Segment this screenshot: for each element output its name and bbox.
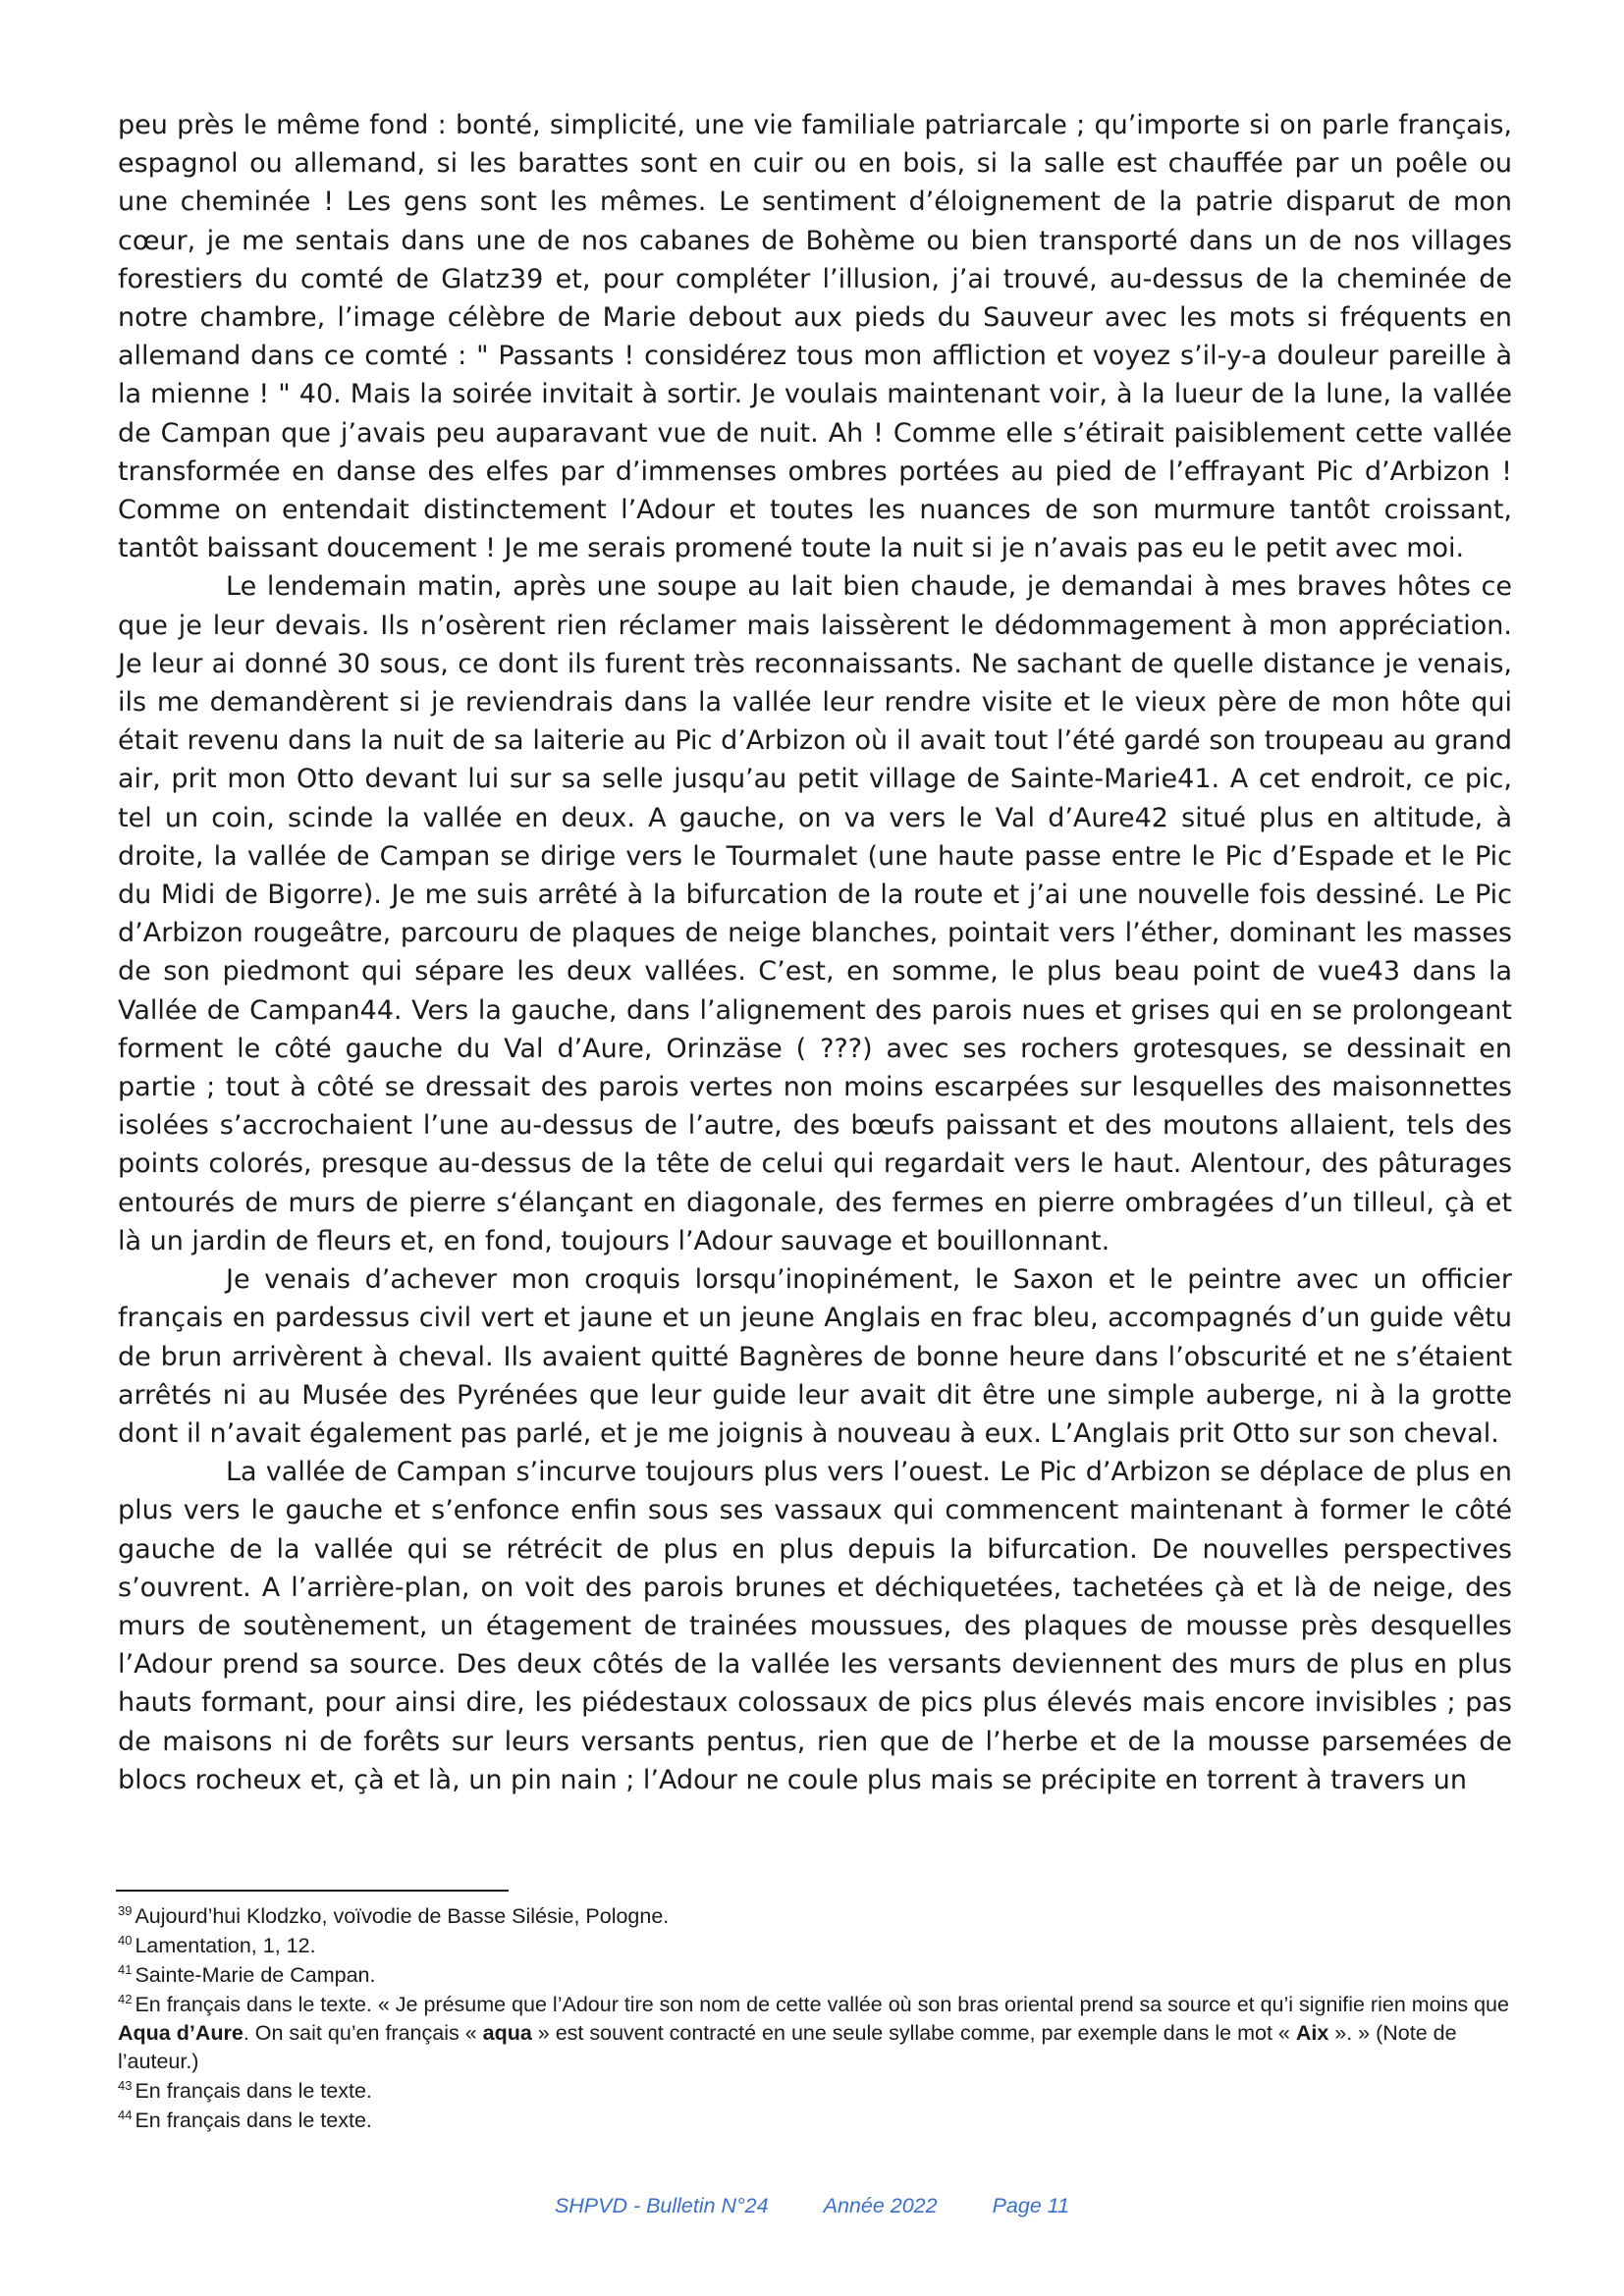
footnote-bold-term: aqua — [482, 2021, 532, 2045]
page-footer — [0, 2194, 1624, 2218]
footnote-number: 42 — [118, 1992, 133, 2006]
footer-year: Année 2022 — [823, 2194, 938, 2217]
paragraph-4: La vallée de Campan s’incurve toujours plus vers l’ouest. Le Pic d’Arbizon se déplace de plus en plus vers le gauche et s’enfonce enfin sous ses vassaux qui commencent maintenant à former le côté gauche de la vallée qui se rétrécit de plus en plus depuis la bifurcation. De nouvelles perspectives s’ouvrent. A l’arrière-plan, on voit des parois brunes et déchiquetées, tachetées çà et là de neige, des murs de soutènement, un étagement de trainées moussues, des plaques de mousse près desquelles l’Adour prend sa source. Des deux côtés de la vallée les versants deviennent des murs de plus en plus hauts formant, pour ainsi dire, les piédestaux colossaux de pics plus élevés mais encore invisibles ; pas de maisons ni de forêts sur leurs versants pentus, rien que de l’herbe et de la mousse parsemées de blocs rocheux et, çà et là, un pin nain ; l’Adour ne coule plus mais se précipite en torrent à travers un — [118, 1457, 1512, 1795]
footnote-text: . On sait qu’en français « — [243, 2021, 483, 2045]
footnote-text: Sainte-Marie de Campan. — [135, 1963, 376, 1987]
footer-bulletin: SHPVD - Bulletin N°24 — [554, 2194, 769, 2217]
footnote-number: 43 — [118, 2078, 133, 2093]
footnote-text: ». » (Note de l’auteur.) — [118, 2021, 1457, 2073]
footnote-text: » est souvent contracté en une seule syllabe comme, par exemple dans le mot « — [531, 2021, 1296, 2045]
footnote-text: En français dans le texte. — [135, 2079, 372, 2103]
footnote-text: Aujourd’hui Klodzko, voïvodie de Basse Silésie, Pologne. — [135, 1904, 670, 1928]
footnote-number: 44 — [118, 2108, 133, 2122]
footnotes — [118, 1902, 1512, 2136]
footnote-text: Lamentation, 1, 12. — [135, 1934, 316, 1957]
footer-page-number: Page 11 — [992, 2194, 1070, 2217]
paragraph-2: Le lendemain matin, après une soupe au lait bien chaude, je demandai à mes braves hôtes ce que je leur devais. Ils n’osèrent rien réclamer mais laissèrent le dédommagement à mon appréciation. Je leur ai donné 30 sous, ce dont ils furent très reconnaissants. Ne sachant de quelle distance je venais, ils me demandèrent si je reviendrais dans la vallée leur rendre visite et le vieux père de mon hôte qui était revenu dans la nuit de sa laiterie au Pic d’Arbizon où il avait tout l’été gardé son troupeau au grand air, prit mon Otto devant lui sur sa selle jusqu’au petit village de Sainte-Marie41. A cet endroit, ce pic, tel un coin, scinde la vallée en deux. A gauche, on va vers le Val d’Aure42 situé plus en altitude, à droite, la vallée de Campan se dirige vers le Tourmalet (une haute passe entre le Pic d’Espade et le Pic du Midi de Bigorre). Je me suis arrêté à la bifurcation de la route et j’ai une nouvelle fois dessiné. Le Pic d’Arbizon rougeâtre, parcouru de plaques de neige blanches, pointait vers l’éther, dominant les masses de son piedmont qui sépare les deux vallées. C’est, en somme, le plus beau point de vue43 dans la Vallée de Campan44. Vers la gauche, dans l’alignement des parois nues et grises qui en se prolongeant forment le côté gauche du Val d’Aure, Orinzäse ( ???) avec ses rochers grotesques, se dessinait en partie ; tout à côté se dressait des parois vertes non moins escarpées sur lesquelles des maisonnettes isolées s’accrochaient l’une au-dessus de l’autre, des bœufs paissant et des moutons allaient, tels des points colorés, presque au-dessus de la tête de celui qui regardait vers le haut. Alentour, des pâturages entourés de murs de pierre s‘élançant en diagonale, des fermes en pierre ombragées d’un tilleul, çà et là un jardin de fleurs et, en fond, toujours l’Adour sauvage et bouillonnant. — [118, 571, 1512, 1256]
paragraph-1: peu près le même fond : bonté, simplicité, une vie familiale patriarcale ; qu’importe si on parle français, espagnol ou allemand, si les barattes sont en cuir ou en bois, si la salle est chauffée par un poêle ou une cheminée ! Les gens sont les mêmes. Le sentiment d’éloignement de la patrie disparut de mon cœur, je me sentais dans une de nos cabanes de Bohème ou bien transporté dans un de nos villages forestiers du comté de Glatz39 et, pour compléter l’illusion, j’ai trouvé, au-dessus de la cheminée de notre chambre, l’image célèbre de Marie debout aux pieds du Sauveur avec les mots si fréquents en allemand dans ce comté : " Passants ! considérez tous mon affliction et voyez s’il-y-a douleur pareille à la mienne ! " 40. Mais la soirée invitait à sortir. Je voulais maintenant voir, à la lueur de la lune, la vallée de Campan que j’avais peu auparavant vue de nuit. Ah ! Comme elle s’étirait paisiblement cette vallée transformée en danse des elfes par d’immenses ombres portées au pied de l’effrayant Pic d’Arbizon ! Comme on entendait distinctement l’Adour et toutes les nuances de son murmure tantôt croissant, tantôt baissant doucement ! Je me serais promené toute la nuit si je n’avais pas eu le petit avec moi. — [118, 110, 1512, 564]
footnote-number: 40 — [118, 1933, 133, 1948]
footnote-39 — [118, 1902, 1512, 1931]
footnote-separator — [116, 1890, 509, 1892]
footnote-bold-term: Aix — [1295, 2021, 1329, 2045]
footnote-number: 39 — [118, 1903, 133, 1918]
footnote-44 — [118, 2107, 1512, 2135]
footnote-bold-term: Aqua d’Aure — [118, 2021, 244, 2045]
footnote-42 — [118, 1991, 1512, 2076]
body-text — [118, 106, 1512, 1799]
footnote-text: En français dans le texte. — [135, 2109, 372, 2132]
footnote-text: En français dans le texte. « Je présume que l’Adour tire son nom de cette vallée où son bras oriental prend sa source et qu’i signifie rien moins que — [135, 1993, 1509, 2016]
footnote-41 — [118, 1961, 1512, 1990]
footnote-40 — [118, 1932, 1512, 1960]
footnote-43 — [118, 2077, 1512, 2106]
paragraph-3: Je venais d’achever mon croquis lorsqu’inopinément, le Saxon et le peintre avec un officier français en pardessus civil vert et jaune et un jeune Anglais en frac bleu, accompagnés d’un guide vêtu de brun arrivèrent à cheval. Ils avaient quitté Bagnères de bonne heure dans l’obscurité et ne s’étaient arrêtés ni au Musée des Pyrénées que leur guide leur avait dit être une simple auberge, ni à la grotte dont il n’avait également pas parlé, et je me joignis à nouveau à eux. L’Anglais prit Otto sur son cheval. — [118, 1264, 1512, 1449]
footnote-number: 41 — [118, 1962, 133, 1977]
